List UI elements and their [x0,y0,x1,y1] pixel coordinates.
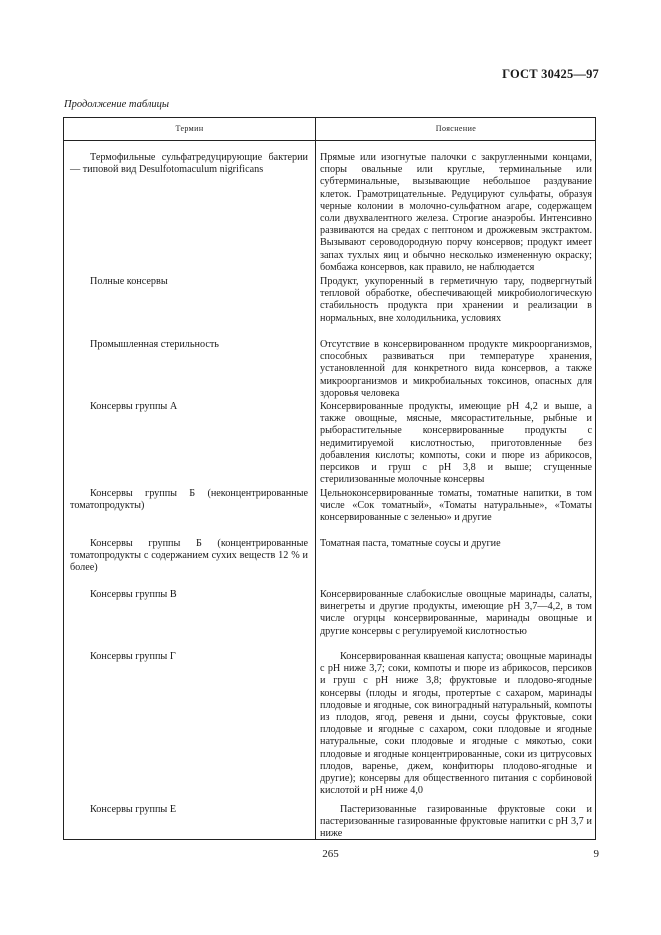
document-code: ГОСТ 30425—97 [502,67,599,81]
table-row-term: Консервы группы Г [90,651,176,662]
table-row-term: Полные консервы [90,276,168,287]
column-divider [315,118,316,839]
table-row-term: Консервы группы Е [90,804,177,815]
table-row-term: Консервы группы В [90,589,177,600]
table-row-explanation: Отсутствие в консервированном продукте микроорганизмов, способных развиваться при температуре хранения, установленной для конкретного вида консервов, а также микроорганизмов и микробиальных токсинов, опасных для здоровья человека [320,339,592,399]
column-header-explanation: Пояснение [435,124,477,133]
table-row-explanation: Продукт, укупоренный в герметичную тару, подвергнутый тепловой обработке, обеспечивающей микробиологическую стабильность продукта при хранении и реализации в нормальных, вне холодильника, условиях [320,276,592,324]
table-continuation-caption: Продолжение таблицы [64,99,170,110]
table-row-explanation: Консервированные продукты, имеющие pH 4,2 и выше, а также овощные, мясные, мясорастительные, рыбные и рыборастительные консервированные продукты с недимитируемой кислотностью, приготовленные без добавления кислоты; компоты, соки и пюре из абрикосов, персиков и груш с pH 3,8 и выше; сгущенные стерилизованные молочные консервы [320,401,592,486]
sheet-number: 9 [593,848,599,860]
column-header-term: Термин [175,124,204,133]
table-row-explanation: Консервированные слабокислые овощные маринады, салаты, винегреты и другие продукты, имеющие pH 3,7—4,2, в том числе огурцы консервированные, маринады овощные и другие консервы с регулируемой кислотностью [320,589,592,637]
table-row-term: Термофильные сульфатредуцирующие бактерии — типовой вид Desulfotomaculum nigrificans [70,152,308,176]
definitions-table [63,117,596,840]
table-row-term: Консервы группы Б (концентрированные томатопродукты с содержанием сухих веществ 12 % и более) [70,538,308,574]
table-row-explanation: Цельноконсервированные томаты, томатные напитки, в том числе «Сок томатный», «Томаты натуральные», «Томаты консервированные с зеленью» и другие [320,488,592,524]
table-row-term: Консервы группы Б (неконцентрированные томатопродукты) [70,488,308,512]
table-row-term: Консервы группы А [90,401,178,412]
table-row-explanation: Пастеризованные газированные фруктовые соки и пастеризованные газированные фруктовые напитки с pH 3,7 и ниже [320,804,592,840]
table-row-explanation: Прямые или изогнутые палочки с закругленными концами, споры овальные или круглые, терминальные или субтерминальные, вызывающие небольшое раздувание клеток. Грамотрицательные. Редуцируют сульфаты, образуя черные колонии в молочно-сульфатном агаре, содержащем соли двухвалентного железа. Строгие анаэробы. Интенсивно развиваются на средах с пептоном и дрожжевым экстрактом. Вызывают сероводородную порчу консервов; продукт имеет запах тухлых яиц и обычно несколько измененную окраску; бомбажа консервов, как правило, не наблюдается [320,152,592,273]
header-divider [64,140,595,141]
table-row-explanation: Томатная паста, томатные соусы и другие [320,538,501,549]
table-row-term: Промышленная стерильность [90,339,219,350]
table-row-explanation: Консервированная квашеная капуста; овощные маринады с pH ниже 3,7; соки, компоты и пюре из абрикосов, персиков и груш с pH ниже 3,8; фруктовые и плодово-ягодные консервы (плоды и ягоды, протертые с сахаром, маринады плодовые и ягодные, сок виноградный натуральный, компоты из плодов, ягод, ревеня и дыни, соусы фруктовые, соки плодовые и ягодные с сахаром, соки плодовые и ягодные натуральные, соки плодовые и ягодные с мякотью, соки плодовые и ягодные концентрированные, соки из цитрусовых плодов, варенье, джем, конфитюры плодово-ягодные и другие); консервы для общественного питания с сорбиновой кислотой и pH ниже 4,0 [320,651,592,797]
page-number: 265 [322,848,339,860]
